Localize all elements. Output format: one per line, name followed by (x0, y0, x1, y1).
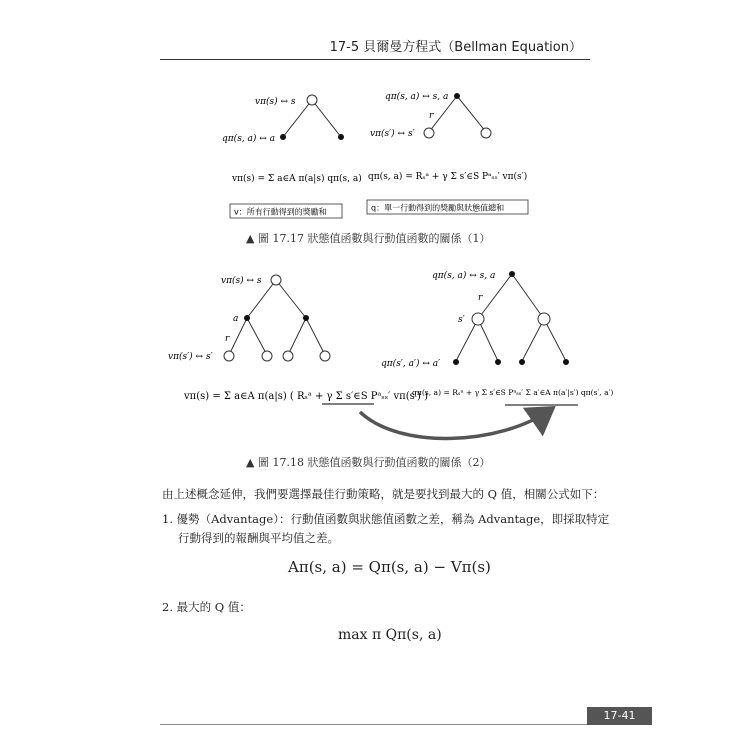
fig2-left-edge-label: r (225, 334, 230, 344)
item1-line1: 1. 優勢（Advantage）：行動值函數與狀態值函數之差，稱為 Advantage，即採取特定 (162, 512, 610, 526)
fig2-left-mid-label: a (233, 314, 239, 324)
fig1-right-edge-label: r (429, 111, 434, 121)
state-node (283, 351, 293, 361)
intro-paragraph: 由上述概念延伸，我們要選擇最佳行動策略，就是要找到最大的 Q 值，相關公式如下： (162, 487, 605, 501)
item2: 2. 最大的 Q 值： (162, 600, 251, 614)
action-node (303, 315, 309, 321)
fig1-left-tree (222, 95, 344, 144)
fig2-left-tree (168, 275, 330, 362)
state-node (481, 128, 491, 138)
fig1-right-root-label: qπ(s, a) ↔ s, a (385, 92, 449, 102)
fig1-left-leaf-label: qπ(s, a) ↔ a (222, 134, 276, 144)
state-node (307, 95, 317, 105)
fig2-left-formula: vπ(s) = Σ a∈A π(a|s) ( Rₛᵃ + γ Σ s′∈S Pᵃₛₛ′ vπ(s′) ) (184, 391, 429, 402)
fig1-caption: ▲ 圖 17.17 狀態值函數與行動值函數的關係（1） (246, 232, 491, 245)
fig1-right-formula: qπ(s, a) = Rₛᵃ + γ Σ s′∈S Pᵃₛₛ′ vπ(s′) (368, 172, 528, 182)
fig2-right-root-label: qπ(s, a) ↔ s, a (432, 271, 496, 281)
action-node (244, 315, 250, 321)
header-title: 17-5 貝爾曼方程式（Bellman Equation） (329, 40, 582, 55)
fig1-left-note: v：所有行動得到的獎勵和 (234, 207, 327, 217)
fig2-caption: ▲ 圖 17.18 狀態值函數與行動值函數的關係（2） (246, 456, 491, 469)
fig2-left-leaf-label: vπ(s′) ↔ s′ (168, 352, 213, 362)
fig2-right-formula: qπ(s, a) = Rₛᵃ + γ Σ s′∈S Pᵃₛₛ′ Σ a′∈A π(a′|s′) qπ(s′, a′) (412, 388, 614, 397)
page-number: 17-41 (587, 707, 652, 725)
state-node (472, 313, 484, 325)
fig1-right-tree (370, 91, 491, 139)
fig1-left-root-label: vπ(s) ↔ s (255, 97, 296, 107)
item1-line2: 行動得到的報酬與平均值之差。 (178, 531, 339, 545)
action-node (280, 134, 286, 140)
fig2-right-mid-label: s′ (458, 315, 465, 325)
fig1-right-note: q：單一行動得到的獎勵與狀態值總和 (371, 203, 505, 213)
action-node (519, 359, 525, 365)
substitution-arrow (360, 410, 550, 438)
fig1-left-formula: vπ(s) = Σ a∈A π(a|s) qπ(s, a) (232, 174, 362, 184)
state-node (538, 313, 550, 325)
state-node (271, 275, 281, 285)
footer-rule (160, 724, 652, 725)
action-node (495, 359, 501, 365)
action-node (563, 359, 569, 365)
fig2-left-root-label: vπ(s) ↔ s (221, 276, 262, 286)
action-node (338, 134, 344, 140)
action-node (509, 271, 515, 277)
advantage-equation: Aπ(s, a) = Qπ(s, a) − Vπ(s) (288, 558, 491, 576)
state-node (320, 351, 330, 361)
max-q-equation: max π Qπ(s, a) (338, 627, 442, 643)
action-node (454, 93, 460, 99)
state-node (424, 128, 434, 138)
fig2-right-leaf-label: qπ(s′, a′) ↔ a′ (381, 359, 441, 369)
action-node (453, 359, 459, 365)
state-node (224, 351, 234, 361)
state-node (262, 351, 272, 361)
fig2-right-tree (381, 270, 569, 369)
fig2-right-edge-label: r (478, 293, 483, 303)
fig1-right-leaf-label: vπ(s′) ↔ s′ (370, 129, 415, 139)
